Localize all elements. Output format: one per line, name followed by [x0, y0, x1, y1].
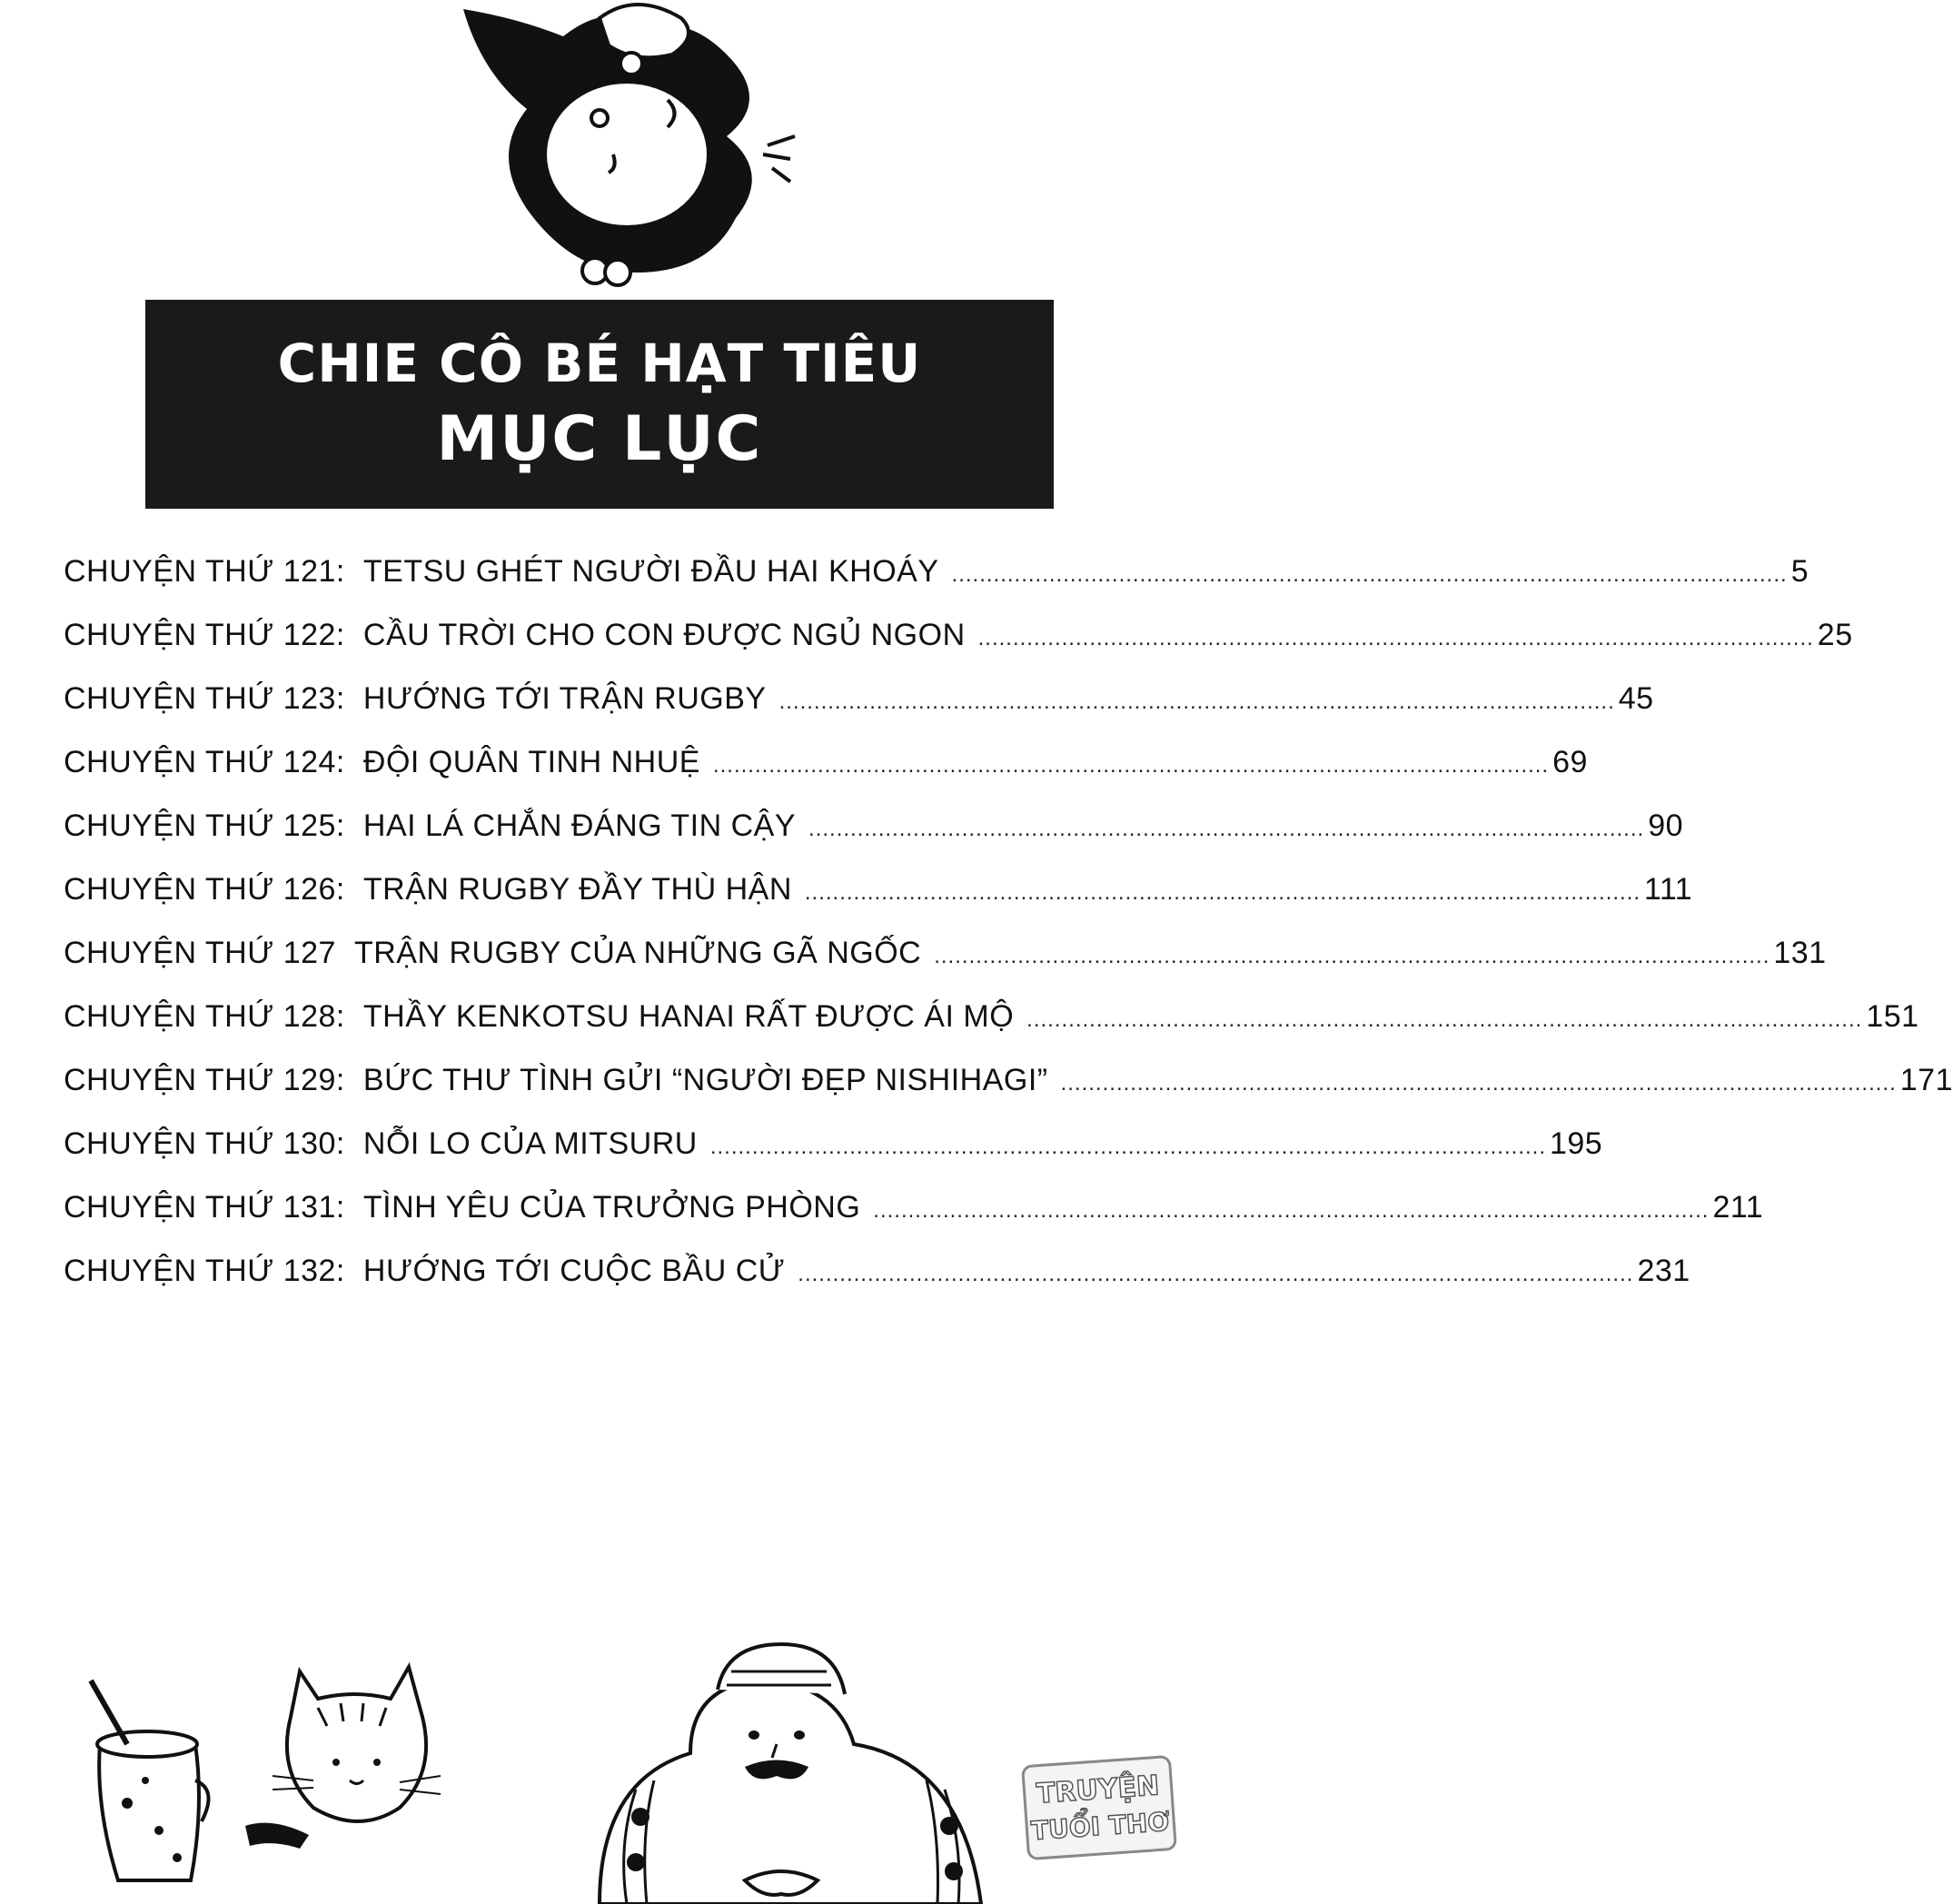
toc-row: [64, 936, 1827, 999]
toc-row: [64, 872, 1693, 936]
toc-leader-dots: ........................................................................................................................: [977, 626, 1814, 650]
toc-row: [64, 1126, 1603, 1190]
toc-page-number: 90: [1648, 808, 1684, 843]
toc-leader-dots: ........................................................................................................................: [778, 689, 1615, 714]
toc-chapter-title: HƯỚNG TỚI CUỘC BẦU CỬ: [362, 1254, 786, 1288]
toc-page-number: 231: [1637, 1254, 1690, 1288]
toc-chapter-title: THẦY KENKOTSU HANAI RẤT ĐƯỢC ÁI MỘ: [362, 999, 1015, 1034]
toc-chapter-title: HƯỚNG TỚI TRẬN RUGBY: [362, 681, 767, 716]
toc-chapter-title: TÌNH YÊU CỦA TRƯỞNG PHÒNG: [362, 1190, 861, 1225]
toc-chapter-number: CHUYỆN THỨ 127: [64, 936, 336, 970]
toc-chapter-number: CHUYỆN THỨ 129:: [64, 1063, 345, 1097]
toc-page-number: 195: [1549, 1126, 1603, 1161]
toc-row: [64, 1190, 1764, 1254]
toc-leader-dots: ........................................................................................................................: [798, 1262, 1634, 1286]
toc-page-number: 69: [1552, 745, 1588, 779]
toc-leader-dots: ........................................................................................................................: [873, 1198, 1710, 1223]
toc-leader-dots: ........................................................................................................................: [951, 562, 1788, 587]
toc-chapter-title: NỖI LO CỦA MITSURU: [362, 1126, 698, 1161]
toc-row: [64, 745, 1588, 808]
cat-illustration: [245, 1667, 441, 1849]
toc-page-number: 25: [1817, 618, 1853, 652]
toc-row: [64, 681, 1654, 745]
toc-chapter-title: TRẬN RUGBY ĐẦY THÙ HẬN: [362, 872, 792, 907]
toc-chapter-number: CHUYỆN THỨ 121:: [64, 554, 345, 589]
girl-illustration: [427, 0, 845, 300]
toc-chapter-number: CHUYỆN THỨ 123:: [64, 681, 345, 716]
toc-leader-dots: ........................................................................................................................: [1026, 1007, 1863, 1032]
toc-page-number: 171: [1899, 1063, 1953, 1097]
toc-leader-dots: ........................................................................................................................: [934, 944, 1770, 968]
toc-chapter-number: CHUYỆN THỨ 122:: [64, 618, 345, 652]
toc-page-number: 111: [1644, 872, 1693, 907]
toc-chapter-title: HAI LÁ CHẮN ĐÁNG TIN CẬY: [362, 808, 797, 843]
toc-row: [64, 1254, 1690, 1317]
toc-row: [64, 554, 1809, 618]
toc-leader-dots: ........................................................................................................................: [808, 817, 1645, 841]
toc-page-number: 151: [1866, 999, 1919, 1034]
table-of-contents: [64, 554, 1953, 1317]
watermark-line2: TUỔI THƠ: [1030, 1806, 1171, 1847]
toc-chapter-number: CHUYỆN THỨ 130:: [64, 1126, 345, 1161]
toc-chapter-number: CHUYỆN THỨ 128:: [64, 999, 345, 1034]
watermark-line1: TRUYỆN: [1035, 1770, 1161, 1810]
toc-leader-dots: ........................................................................................................................: [712, 753, 1550, 778]
jar-illustration: [91, 1681, 209, 1880]
toc-row: [64, 1063, 1953, 1126]
toc-row: [64, 999, 1919, 1063]
toc-row: [64, 618, 1853, 681]
toc-chapter-number: CHUYỆN THỨ 131:: [64, 1190, 345, 1225]
toc-page-number: 131: [1773, 936, 1827, 970]
toc-chapter-title: TRẬN RUGBY CỦA NHỮNG GÃ NGỐC: [353, 936, 922, 970]
series-title: CHIE CÔ BÉ HẠT TIÊU: [277, 332, 922, 394]
toc-chapter-number: CHUYỆN THỨ 124:: [64, 745, 345, 779]
toc-chapter-title: ĐỘI QUÂN TINH NHUỆ: [362, 745, 700, 779]
toc-chapter-title: BỨC THƯ TÌNH GỬI “NGƯỜI ĐẸP NISHIHAGI”: [362, 1063, 1048, 1097]
toc-chapter-number: CHUYỆN THỨ 125:: [64, 808, 345, 843]
man-illustration: [600, 1644, 981, 1904]
toc-chapter-title: CẦU TRỜI CHO CON ĐƯỢC NGỦ NGON: [362, 618, 966, 652]
toc-page-number: 211: [1712, 1190, 1764, 1225]
toc-row: [64, 808, 1684, 872]
contents-heading: MỤC LỤC: [436, 402, 763, 475]
title-banner: [145, 300, 1054, 509]
truyen-tuoi-tho-watermark: [1018, 1752, 1179, 1863]
toc-leader-dots: ........................................................................................................................: [1060, 1071, 1897, 1096]
characters-illustration: [0, 1608, 1196, 1904]
toc-page-number: 45: [1618, 681, 1654, 716]
toc-page-number: 5: [1790, 554, 1809, 589]
toc-chapter-number: CHUYỆN THỨ 126:: [64, 872, 345, 907]
toc-leader-dots: ........................................................................................................................: [804, 880, 1641, 905]
toc-leader-dots: ........................................................................................................................: [709, 1135, 1546, 1159]
toc-chapter-title: TETSU GHÉT NGƯỜI ĐẦU HAI KHOÁY: [362, 554, 939, 589]
toc-chapter-number: CHUYỆN THỨ 132:: [64, 1254, 345, 1288]
